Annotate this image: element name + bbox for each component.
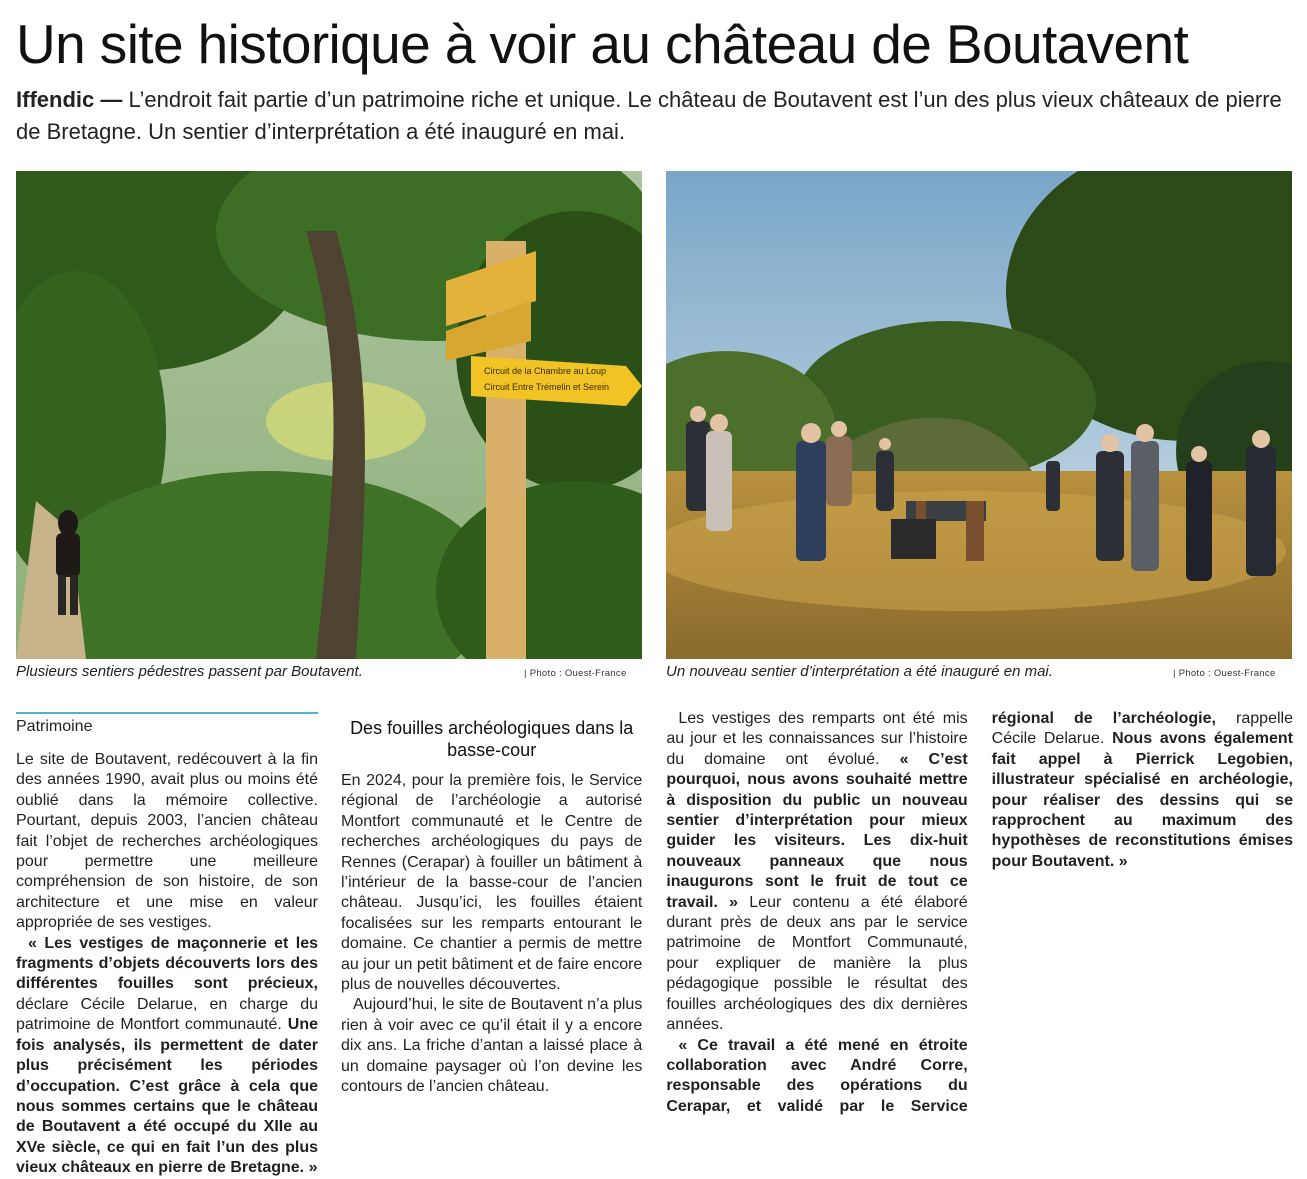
attribution-1: déclare Cécile Delarue, en charge du patrimoine de Montfort communauté. bbox=[16, 995, 318, 1034]
credit-left: | Photo : Ouest-France bbox=[524, 668, 627, 679]
quote-1: « Les vestiges de maçonnerie et les fragments d’objets découverts lors des différentes fouilles sont précieux, bbox=[16, 934, 318, 993]
article-column-1 bbox=[16, 750, 318, 1179]
paragraph-3: En 2024, pour la première fois, le Service régional de l’archéologie a autorisé Montfort communauté et le Centre de recherches archéologiques du pays de Rennes (Cerapar) à fouiller un bâtiment à l’intérieur de la basse-cour de l’ancien château. Jusqu’ici, les fouilles étaient focalisées sur les remparts entourant le domaine. Ce chantier a permis de mettre au jour un petit bâtiment et de faire encore plus de nouvelles découvertes. bbox=[341, 772, 643, 994]
paragraph-2 bbox=[16, 934, 318, 1179]
quote-4: « Ce travail a été mené en étroite collaboration avec André Corre, responsable des opérations du Cerapar, et validé par le Service régional de l’archéologie, bbox=[666, 710, 1216, 1115]
article-columns-2-4 bbox=[341, 709, 1293, 1129]
attribution-2: rappelle Cécile Delarue. bbox=[991, 710, 1293, 748]
rubric-divider bbox=[16, 712, 318, 714]
caption-right: Un nouveau sentier d’interprétation a été inauguré en mai. bbox=[666, 663, 1053, 680]
paragraph-5-text: Les vestiges des remparts ont été mis au jour et les connaissances sur l’histoire du domaine ont évolué. bbox=[666, 710, 968, 768]
caption-left: Plusieurs sentiers pédestres passent par Boutavent. bbox=[16, 663, 363, 680]
quote-5: Nous avons également fait appel à Pierrick Legobien, illustrateur spécialisé en archéologie, pour réaliser des dessins qui se rapprochent au maximum des hypothèses de reconstitutions émises pour Boutavent. » bbox=[991, 730, 1293, 870]
photo-trail-signpost bbox=[16, 171, 642, 659]
intro bbox=[16, 84, 1296, 148]
inauguration-image bbox=[666, 171, 1292, 659]
subhead: Des fouilles archéologiques dans la basse-cour bbox=[350, 718, 634, 760]
paragraph-5 bbox=[666, 709, 967, 1036]
intro-text: L’endroit fait partie d’un patrimoine riche et unique. Le château de Boutavent est l’un des plus vieux châteaux de pierre de Bretagne. Un sentier d’interprétation a été inauguré en mai. bbox=[16, 87, 1282, 144]
sign-label-1: Circuit de la Chambre au Loup bbox=[484, 366, 607, 376]
rubric-label: Patrimoine bbox=[16, 718, 93, 735]
intro-city: Iffendic — bbox=[16, 87, 123, 112]
sign-label-2: Circuit Entre Trémelin et Serein bbox=[484, 382, 610, 392]
quote-3: « C’est pourquoi, nous avons souhaité mettre à disposition du public un nouveau sentier d’interprétation pour mieux guider les visiteurs. Les dix-huit nouveaux panneaux que nous inaugurons sont le fruit de tout ce travail. » bbox=[666, 750, 968, 911]
photo-inauguration bbox=[666, 171, 1292, 659]
paragraph-1: Le site de Boutavent, redécouvert à la fin des années 1990, avait plus ou moins été oublié dans la mémoire collective. Pourtant, depuis 2003, l’ancien château fait l’objet de recherches archéologiques pour permettre une meilleure compréhension de son histoire, de son architecture et une mise en valeur appropriée de ses vestiges. bbox=[16, 751, 318, 932]
trail-image bbox=[16, 171, 642, 659]
quote-2: Une fois analysés, ils permettent de dater plus précisément les périodes d’occupation. C’est grâce à cela que nous sommes certains que le château de Boutavent a été occupé du XIIe au XVe siècle, ce qui en fait l’un des plus vieux châteaux en pierre de Bretagne. » bbox=[16, 1016, 318, 1177]
paragraph-5-tail: Leur contenu a été élaboré durant près de deux ans par le service patrimoine de Montfort Communauté, pour expliquer de manière la plus pédagogique possible le résultat des fouilles archéologiques des dix dernières années. bbox=[666, 893, 968, 1034]
credit-right: | Photo : Ouest-France bbox=[1173, 668, 1276, 679]
paragraph-4: Aujourd’hui, le site de Boutavent n’a plus rien à voir avec ce qu’il était il y a encore dix ans. La friche d’antan a laissé place à un domaine paysager où l’on devine les contours de l’ancien château. bbox=[341, 996, 643, 1096]
headline: Un site historique à voir au château de Boutavent bbox=[16, 13, 1189, 75]
